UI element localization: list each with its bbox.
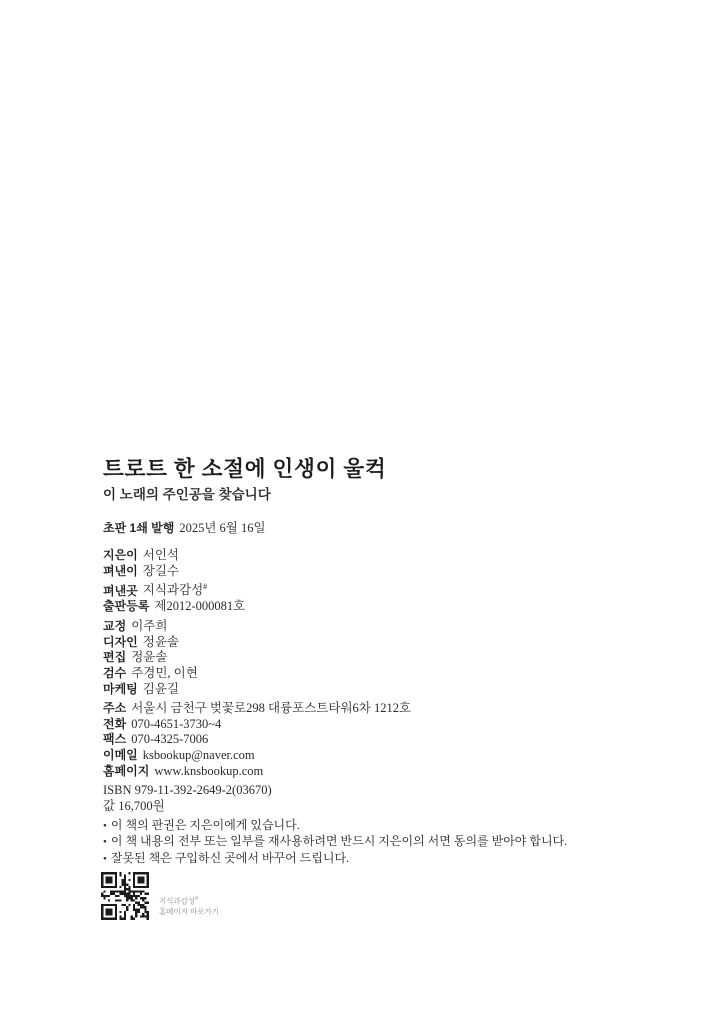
bullet-icon: • [103,836,107,849]
staff-row-marketing: 마케팅 김윤길 [103,681,180,696]
contact-row-fax: 팩스 070-4325-7006 [103,732,209,747]
notice-item: • 잘못된 책은 구입하신 곳에서 바꾸어 드립니다. [103,850,350,865]
qr-code [100,871,150,921]
qr-caption-link-text: 홈페이지 바로가기 [159,907,220,916]
qr-caption-publisher: 지식과감성# [159,895,199,905]
publication-row-publisher-person: 펴낸이 장길수 [103,563,180,578]
bullet-icon: • [103,852,107,865]
isbn-group [103,783,272,814]
qr-section [100,871,219,921]
contact-group [103,701,411,780]
edition-line [103,521,266,537]
contact-row-homepage: 홈페이지 www.knsbookup.com [103,763,264,778]
publisher-hash-mark: # [195,895,199,902]
staff-row-proofreading: 교정 이주희 [103,619,168,633]
qr-caption [159,894,219,918]
contact-row-phone: 전화 070-4651-3730~4 [103,716,222,731]
staff-row-editing: 편집 정윤솔 [103,650,168,665]
publisher-hash-mark: # [203,582,208,592]
staff-row-design: 디자인 정윤솔 [103,634,180,649]
edition-date: 2025년 6월 16일 [179,521,266,535]
edition-label: 초판 1쇄 발행 [103,521,175,535]
publication-info-group [103,548,245,615]
staff-row-review: 검수 주경민, 이현 [103,666,198,681]
page-title: 트로트 한 소절에 인생이 울컥 [103,457,387,481]
publication-row-author: 지은이 서인석 [103,548,180,562]
publication-row-registration: 출판등록 제2012-000081호 [103,599,246,614]
page-subtitle: 이 노래의 주인공을 찾습니다 [103,487,271,502]
contact-row-email: 이메일 ksbookup@naver.com [103,748,255,763]
notices-group [103,818,567,867]
notice-item: • 이 책의 판권은 지은이에게 있습니다. [103,818,300,832]
bullet-icon: • [103,820,107,832]
contact-row-address: 주소 서울시 금천구 벚꽃로298 대륭포스트타워6차 1212호 [103,701,412,715]
price-line: 값 16,700원 [103,798,165,813]
notice-item: • 이 책 내용의 전부 또는 일부를 재사용하려면 반드시 지은이의 서면 동의를 받아야 합니다. [103,834,568,849]
isbn-line: ISBN 979-11-392-2649-2(03670) [103,783,272,797]
publication-row-publisher-company: 펴낸곳 지식과감성# [103,582,208,598]
staff-group [103,619,198,698]
